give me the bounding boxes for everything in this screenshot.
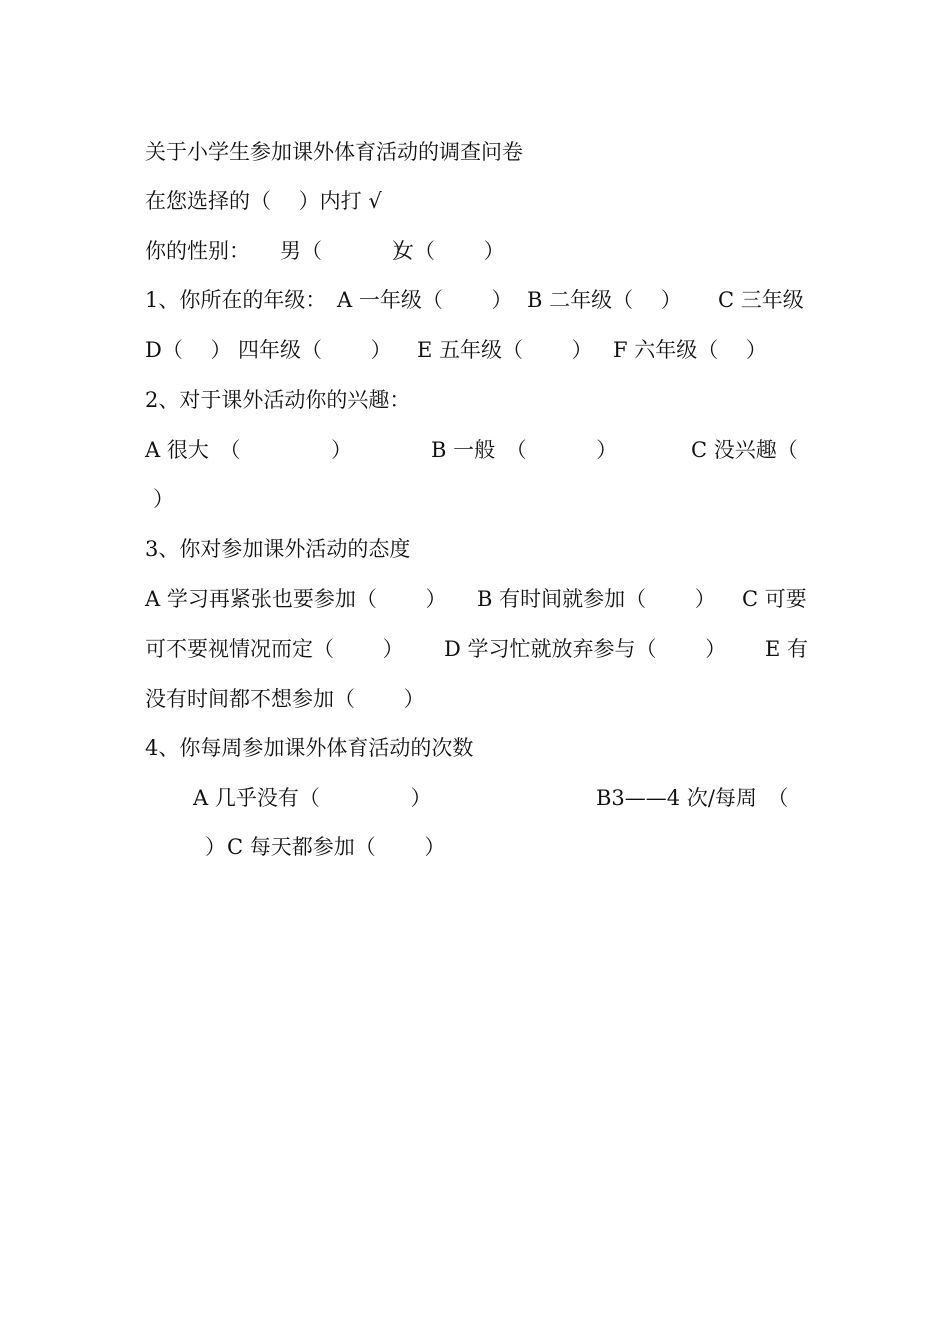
q1-option-f: F 六年级（ ）: [613, 338, 767, 362]
q3-option-e-cont: 没有时间都不想参加（ ）: [145, 687, 425, 711]
q2-option-c: C 没兴趣（: [691, 438, 798, 462]
q4-option-b: B3——4 次/每周 （: [596, 786, 789, 810]
q4-option-c: C 每天都参加（ ）: [227, 835, 446, 859]
q2-option-c-close: ）: [153, 487, 174, 511]
q1-option-e: E 五年级（ ）: [417, 338, 593, 362]
q2-prompt: 2、对于课外活动你的兴趣：: [145, 388, 411, 412]
q3-option-a: A 学习再紧张也要参加（ ）: [145, 587, 447, 611]
q2-option-a: A 很大 （ ）: [145, 438, 353, 462]
q1-option-b: B 二年级（ ）: [527, 288, 682, 312]
q3-option-c-cont: 可不要视情况而定（ ）: [145, 637, 404, 661]
q2-option-b: B 一般 （ ）: [431, 438, 618, 462]
q1-option-d: D（ ）: [145, 338, 232, 362]
q3-option-b: B 有时间就参加（ ）: [477, 587, 716, 611]
q3-option-d: D 学习忙就放弃参与（ ）: [444, 637, 727, 661]
q3-prompt: 3、你对参加课外活动的态度: [145, 537, 411, 561]
q1-option-c: C 三年级: [718, 288, 804, 312]
gender-male-option: 男（ ）: [280, 239, 413, 263]
q4-option-a: A 几乎没有（ ）: [193, 786, 432, 810]
instruction-text: 在您选择的（ ）内打 √: [145, 189, 382, 213]
q1-prompt: 1、你所在的年级：: [145, 288, 327, 312]
q3-option-c: C 可要: [742, 587, 807, 611]
gender-label: 你的性别：: [145, 239, 250, 263]
gender-female-option: 女（ ）: [393, 239, 505, 263]
q4-option-b-close: ）: [205, 835, 226, 859]
survey-title: 关于小学生参加课外体育活动的调查问卷: [145, 140, 523, 164]
q1-option-d-text: 四年级（ ）: [238, 338, 392, 362]
q3-option-e: E 有: [765, 637, 809, 661]
q4-prompt: 4、你每周参加课外体育活动的次数: [145, 736, 474, 760]
q1-option-a: A 一年级（ ）: [337, 288, 513, 312]
